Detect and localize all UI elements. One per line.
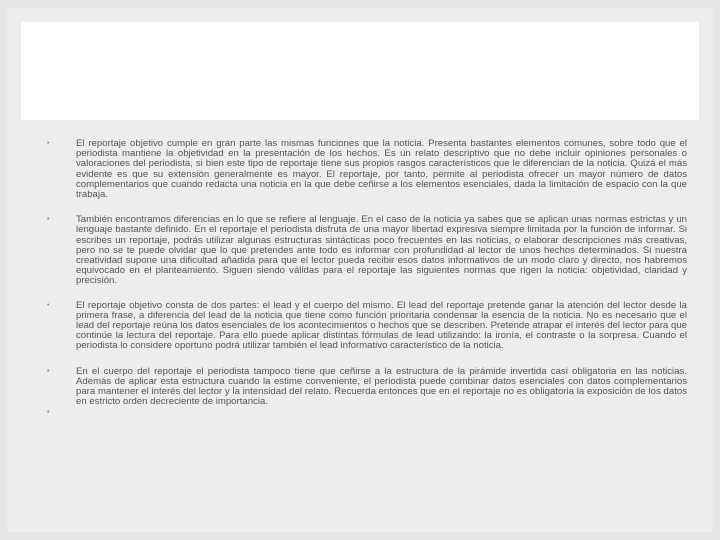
bullet-text: También encontramos diferencias en lo que se refiere al lenguaje. En el caso de la noticia ya sabes que se aplican unas normas estrictas y un lenguaje bastante definido. En el reportaje el periodista disfruta de una mayor libertad expresiva siempre limitada por la función de informar. Si escribes un reportaje, podrás utilizar algunas estructuras sintácticas poco frecuentes en las noticias, o elaborar descripciones más creativas, pero no se te puede olvidar que lo que pretendes ante todo es informar con profundidad al lector de unos hechos determinados. Si nuestra creatividad supone una dificultad añadida para que el lector pueda recibir esos datos informativos de un modo claro y directo, nos habremos equivocado en el planteamiento. Siguen siendo válidas para el reportaje las siguientes normas que rigen la noticia: objetividad, claridad y precisión.: [76, 214, 687, 287]
bullet-text: El reportaje objetivo cumple en gran parte las mismas funciones que la noticia. Presenta bastantes elementos comunes, sobre todo que el periodista mantiene la objetividad en la presentación de los hechos. Es un relato descriptivo que no debe incluir opiniones personales o valoraciones del periodista, si bien este tipo de reportaje tiene sus propios rasgos característicos que le diferencian de la noticia. Quizá el más evidente es que su extensión generalmente es mayor. El reportaje, por tanto, permite al periodista ofrecer un mayor número de datos complementarios que cuando redacta una noticia en la que debe ceñirse a los elementos esenciales, dada la limitación de espacio con la que trabaja.: [76, 138, 687, 201]
bullet-item-empty: [47, 408, 687, 418]
bullet-item: [47, 301, 687, 352]
bullet-item: [47, 367, 687, 408]
bullet-text: El reportaje objetivo consta de dos partes: el lead y el cuerpo del mismo. El lead del reportaje pretende ganar la atención del lector desde la primera frase, a diferencia del lead de la noticia que tiene como función prioritaria condensar la esencia de la noticia. No es necesario que el lead del reportaje reúna los datos esenciales de los acontecimientos o hechos que se describen. Pretende atrapar el interés del lector para que continúe la lectura del reportaje. Para ello puede aplicar distintas fórmulas de lead utilizando: la ironía, el contraste o la sorpresa. Cuando el periodista lo considere oportuno podrá utilizar también el lead informativo característico de la noticia.: [76, 299, 687, 352]
bullet-icon: •: [47, 140, 50, 147]
bullet-icon: •: [47, 409, 50, 417]
bullet-icon: •: [47, 367, 50, 375]
bullet-item: [47, 139, 687, 200]
slide: [7, 8, 713, 532]
bullet-icon: •: [47, 216, 50, 224]
bullet-icon: •: [47, 301, 50, 309]
slide-content: [47, 139, 687, 419]
bullet-item: [47, 215, 687, 286]
slide-title-area: [21, 22, 699, 120]
bullet-text: En el cuerpo del reportaje el periodista tampoco tiene que ceñirse a la estructura de la pirámide invertida casi obligatoria en las noticias. Además de aplicar esta estructura cuando la estime conveniente, el periodista puede combinar datos esenciales con datos complementarios para mantener el interés del lector y la intensidad del relato. Recuerda entonces que en el reportaje no es obligatoria la exposición de los datos en estricto orden decreciente de importancia.: [76, 365, 687, 408]
